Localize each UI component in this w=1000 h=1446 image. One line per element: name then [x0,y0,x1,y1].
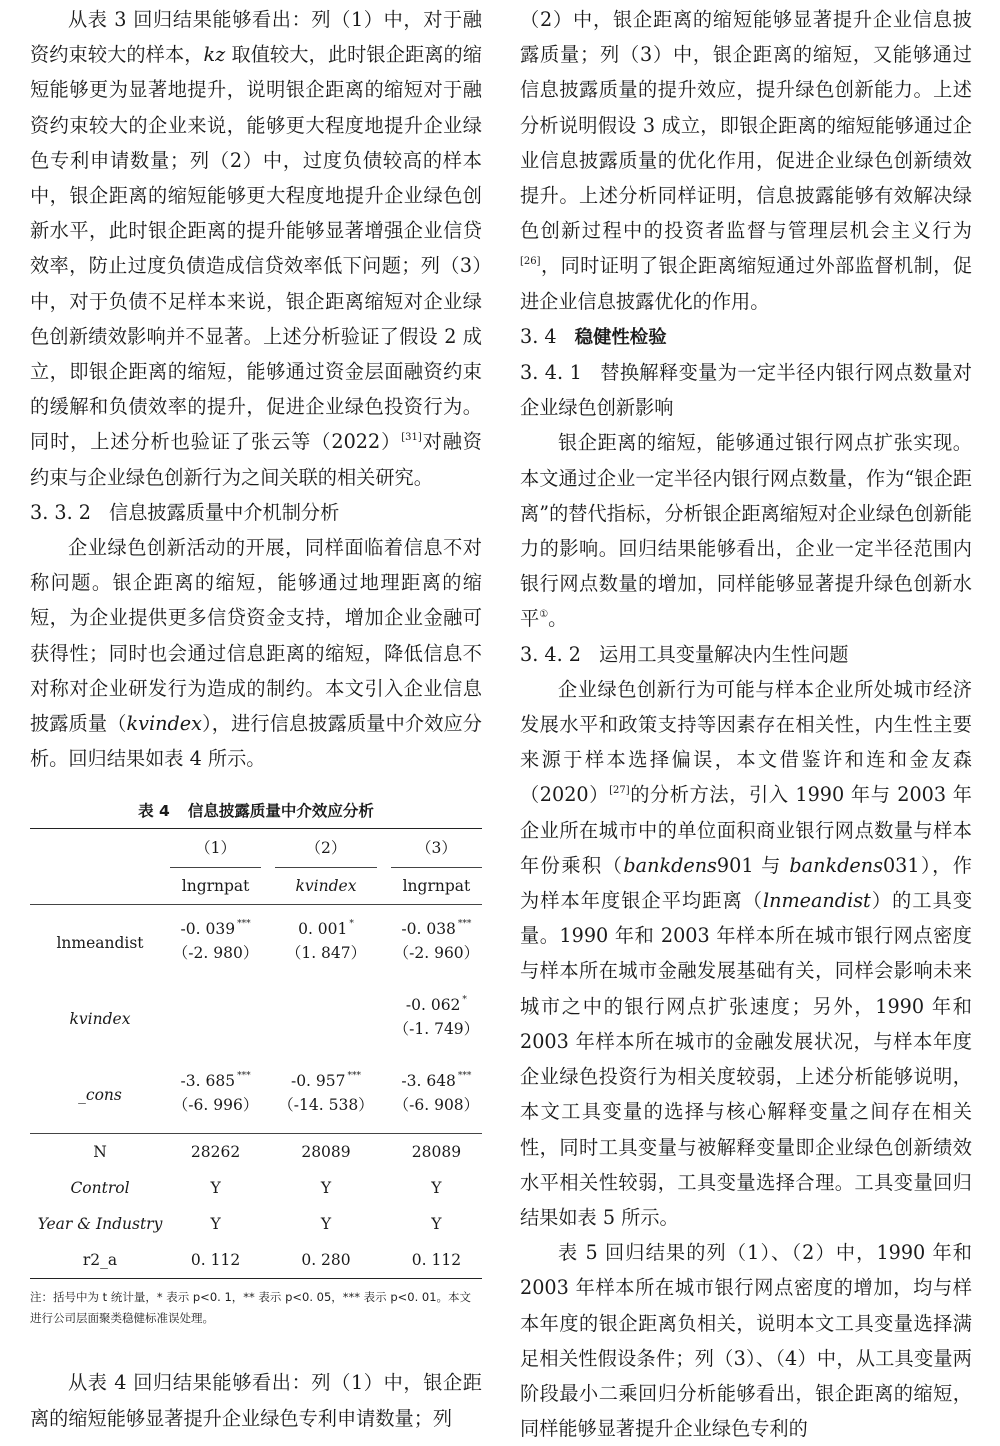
tstat-cell [275,1017,377,1057]
right-column [520,2,972,1446]
section-heading-3-4-1: 3. 4. 1 替换解释变量为一定半径内银行网点数量对企业绿色创新影响 [520,361,972,420]
paragraph-table5-analysis: 表 5 回归结果的列（1）、（2）中，1990 年和 2003 年样本所在城市银行网点密度的增加，均与样本年度的银企距离负相关，说明本文工具变量选择满足相关性假设条件；列（3）、（4）中，从工具变量两阶段最小二乘回归分析能够看出，银企距离的缩短，同样能够显著提升企业绿色专利的 [520,1241,972,1441]
coefficient-cell: -3. 648 *** [401,1071,472,1091]
tstat-cell: （-6. 908） [393,1096,480,1115]
row-label: _cons [78,1086,122,1105]
row-label: kvindex [69,1010,131,1029]
table-row-cons [30,1057,482,1093]
table-row-r2a [30,1242,482,1279]
coefficient-cell [275,981,377,1017]
paragraph-table4-continued: （2）中，银企距离的缩短能够显著提升企业信息披露质量；列（3）中，银企距离的缩短，又能够通过信息披露质量的提升效应，提升绿色创新能力。上述分析说明假设 3 成立，即银企距离的缩短能够通过企业信息披露质量的优化作用，促进企业绿色创新绩效提升。上述分析同样证明，信息披露能够有效解决绿色创新过程中的投资者监督与管理层机会主义行为[26]，同时证明了银企距离缩短通过外部监督机制，促进企业信息披露优化的作用。 [520,8,972,313]
row-label: Control [70,1179,130,1198]
table-row-lnmeandist [30,905,482,942]
table-header-variables: lngrnpat kvindex lngrnpat [30,868,482,905]
tstat-cell: （-2. 960） [393,944,480,963]
coefficient-cell: 0. 001 * [275,905,377,942]
stat-cell: 28089 [391,1134,482,1171]
section-heading-3-4-2: 3. 4. 2 运用工具变量解决内生性问题 [520,642,849,666]
stat-cell: Y [431,1179,442,1198]
coefficient-cell: -0. 038 *** [391,905,482,942]
table-row-control [30,1170,482,1206]
row-label: lnmeandist [30,905,170,982]
tstat-cell: （-6. 996） [172,1096,259,1115]
table-4-caption: 表 4 信息披露质量中介效应分析 [138,802,374,821]
stat-cell: 28262 [170,1134,261,1171]
tstat-cell: （1. 847） [285,944,367,963]
paragraph-table4-analysis: 从表 4 回归结果能够看出：列（1）中，银企距离的缩短能够显著提升企业绿色专利申请数量；列 [30,1371,482,1430]
coefficient-cell [170,981,261,1017]
stat-cell: 28089 [275,1134,377,1171]
footnote-marker[interactable]: ① [539,609,549,621]
citation-27[interactable]: [27] [609,785,630,797]
table-header-numbers: （1） （2） （3） [30,829,482,868]
stat-cell: Y [210,1179,221,1198]
tstat-cell [170,1017,261,1057]
table-4-note: 注：括号中为 t 统计量，* 表示 p<0. 1，** 表示 p<0. 05，*** 表示 p<0. 01。本文进行公司层面聚类稳健标准误处理。 [30,1290,472,1326]
stat-cell: Y [320,1215,332,1234]
table-row-yearindustry [30,1206,482,1242]
coefficient-cell: -3. 685 *** [180,1071,251,1091]
citation-26[interactable]: [26] [520,256,541,268]
tstat-cell: （-2. 980） [172,944,259,963]
table-4 [30,828,482,1279]
coefficient-cell: -0. 062 * [405,995,467,1015]
coefficient-cell: -0. 039 *** [170,905,261,942]
section-heading-3-4: 3. 4 稳健性检验 [520,324,667,348]
paragraph-robustness-branches: 银企距离的缩短，能够通过银行网点扩张实现。本文通过企业一定半径内银行网点数量，作为“银企距离”的替代指标，分析银企距离缩短对企业绿色创新能力的影响。回归结果能够看出，企业一定半径范围内银行网点数量的增加，同样能够显著提升绿色创新水平①。 [520,431,972,631]
section-heading-3-3-2: 3. 3. 2 信息披露质量中介机制分析 [30,500,340,524]
table-row-kvindex [30,981,482,1017]
stat-cell: 0. 112 [170,1242,261,1279]
paragraph-info-disclosure: 企业绿色创新活动的开展，同样面临着信息不对称问题。银企距离的缩短，能够通过地理距离的缩短，为企业提供更多信贷资金支持，增加企业金融可获得性；同时也会通过信息距离的缩短，降低信息不对称对企业研发行为造成的制约。本文引入企业信息披露质量（kvindex），进行信息披露质量中介效应分析。回归结果如表 4 所示。 [30,536,482,771]
table-row-n [30,1134,482,1171]
stat-cell: Y [320,1179,332,1198]
stat-cell: 0. 112 [391,1242,482,1279]
row-label: r2_a [30,1242,170,1279]
row-label: N [30,1134,170,1171]
stat-cell: Y [431,1215,442,1234]
stat-cell: 0. 280 [275,1242,377,1279]
left-column [30,2,482,1436]
row-label: Year & Industry [37,1215,163,1234]
citation-31[interactable]: [31] [401,432,422,444]
tstat-cell: （-1. 749） [393,1020,480,1039]
paragraph-instrument-variable: 企业绿色创新行为可能与样本企业所处城市经济发展水平和政策支持等因素存在相关性，内生性主要来源于样本选择偏误，本文借鉴许和连和金友森（2020）[27]的分析方法，引入 1990 年与 2003 年企业所在城市中的单位面积商业银行网点数量与样本年份乘积（bankdens901 与 bankdens031），作为样本年度银企平均距离（lnmeandist）的工具变量。1990 年和 2003 年样本所在城市银行网点密度与样本所在城市金融发展基础有关，同样会影响未来城市之中的银行网点扩张速度；另外，1990 年和 2003 年样本所在城市的金融发展状况，与样本年度企业绿色投资行为相关度较弱，上述分析能够说明，本文工具变量的选择与核心解释变量之间存在相关性，同时工具变量与被解释变量即企业绿色创新绩效水平相关性较弱，工具变量选择合理。工具变量回归结果如表 5 所示。 [520,677,973,1229]
tstat-cell: （-14. 538） [278,1096,374,1115]
coefficient-cell: -0. 957 *** [290,1071,361,1091]
paragraph-table3-analysis: 从表 3 回归结果能够看出：列（1）中，对于融资约束较大的样本，kz 取值较大，此时银企距离的缩短能够更为显著地提升，说明银企距离的缩短对于融资约束较大的企业来说，能够更大程度地提升企业绿色专利申请数量；列（2）中，过度负债较高的样本中，银企距离的缩短能够更大程度地提升企业绿色创新水平，此时银企距离的提升能够显著增强企业信贷效率，防止过度负债造成信贷效率低下问题；列（3）中，对于负债不足样本来说，银企距离缩短对企业绿色创新绩效影响并不显著。上述分析验证了假设 2 成立，即银企距离的缩短，能够通过资金层面融资约束的缓解和负债效率的提升，促进企业绿色投资行为。同时，上述分析也验证了张云等（2022）[31]对融资约束与企业绿色创新行为之间关联的相关研究。 [30,8,482,489]
stat-cell: Y [210,1215,221,1234]
